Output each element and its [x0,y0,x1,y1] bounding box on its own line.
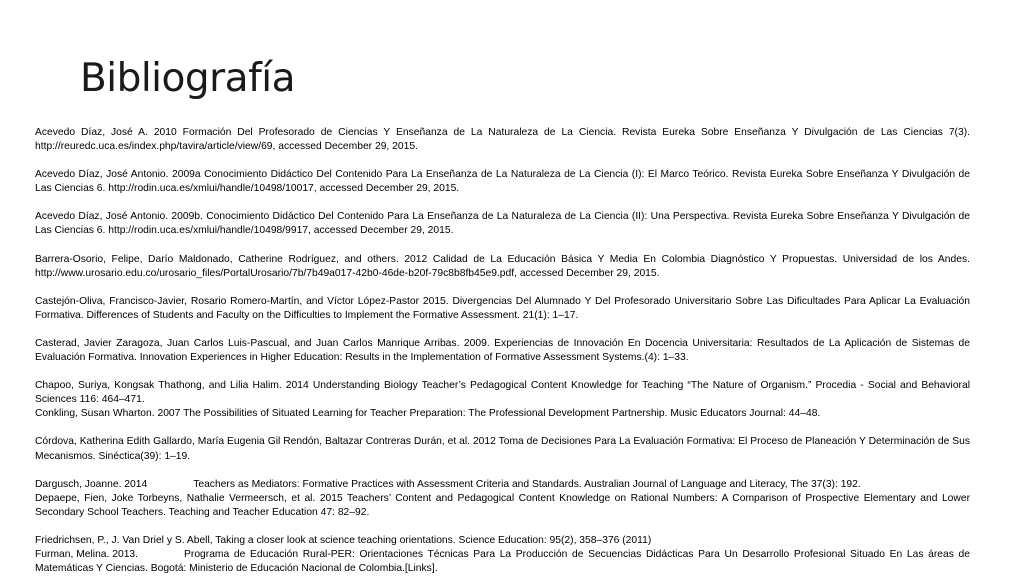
reference-lead: Furman, Melina. 2013. [35,548,139,560]
reference-text: Programa de Educación Rural-PER: Orientaciones Técnicas Para La Producción de Secuencias Didácticas Para Un Desarrollo Profesional Situado En Las áreas de Matemáticas Y Ciencias. Bogotá: Ministerio de Educación Nacional de Colombia.[Links]. [35,548,970,575]
reference-item [35,478,970,492]
reference-text: Acevedo Díaz, José A. 2010 Formación Del Profesorado de Ciencias Y Enseñanza de La Naturaleza de La Ciencia. Revista Eureka Sobre Enseñanza Y Divulgación de Las Ciencias 7(3). http://reuredc.uca.es/index.php/tavira/article/view/69, accessed December 29, 2015. [35,127,970,153]
reference-text: Castejón-Oliva, Francisco-Javier, Rosario Romero-Martín, and Víctor López-Pastor 2015. Divergencias Del Alumnado Y Del Profesorado Universitario Sobre Las Dificultades Para Aplicar La Evaluación Formativa. Differences of Students and Faculty on the Difficulties to Implement the Formative Assessment. 21(1): 1–17. [35,295,970,321]
reference-text: Acevedo Díaz, José Antonio. 2009a Conocimiento Didáctico Del Contenido Para La Enseñanza de La Naturaleza de La Ciencia (I): El Marco Teórico. Revista Eureka Sobre Enseñanza Y Divulgación de Las Ciencias 6. http://rodin.uca.es/xmlui/handle/10498/10017, accessed December 29, 2015. [35,169,970,195]
reference-text: Acevedo Díaz, José Antonio. 2009b. Conocimiento Didáctico Del Contenido Para La Enseñanza de La Naturaleza de La Ciencia (II): Una Perspectiva. Revista Eureka Sobre Enseñanza Y Divulgación de Las Ciencias 6. http://rodin.uca.es/xmlui/handle/10498/9917, accessed December 29, 2015. [35,211,970,237]
slide-title: Bibliografía [80,56,296,101]
reference-item [35,168,970,196]
reference-text: Friedrichsen, P., J. Van Driel y S. Abell, Taking a closer look at science teaching orientations. Science Education: 95(2), 358–376 (2011) [35,534,652,546]
reference-text: Chapoo, Suriya, Kongsak Thathong, and Lilia Halim. 2014 Understanding Biology Teacher’s Pedagogical Content Knowledge for Teaching “The Nature of Organism.” Procedia - Social and Behavioral Sciences 116: 464–471. [35,380,970,406]
reference-item [35,492,970,520]
reference-item [35,407,970,421]
reference-text: Conkling, Susan Wharton. 2007 The Possibilities of Situated Learning for Teacher Preparation: The Professional Development Partnership. Music Educators Journal: 44–48. [35,408,821,420]
reference-item [35,295,970,323]
reference-item [35,435,970,463]
reference-item [35,337,970,365]
reference-item [35,126,970,154]
reference-text: Teachers as Mediators: Formative Practices with Assessment Criteria and Standards. Australian Journal of Language and Literacy, The 37(3): 192. [193,478,861,490]
reference-text: Casterad, Javier Zaragoza, Juan Carlos Luis-Pascual, and Juan Carlos Manrique Arribas. 2009. Experiencias de Innovación En Docencia Universitaria: Resultados de La Aplicación de Sistemas de Evaluación Formativa. Innovation Experiences in Higher Education: Results in the Implementation of Formative Assessment Systems.(4): 1–33. [35,337,970,364]
reference-item [35,253,970,281]
reference-item [35,379,970,407]
reference-lead: Dargusch, Joanne. 2014 [35,478,148,490]
reference-item [35,534,970,548]
reference-item [35,548,970,576]
reference-list [35,126,970,576]
reference-text: Barrera-Osorio, Felipe, Darío Maldonado, Catherine Rodríguez, and others. 2012 Calidad de La Educación Básica Y Media En Colombia Diagnóstico Y Propuestas. Universidad de los Andes. http://www.urosario.edu.co/urosario_files/PortalUrosario/7b/7b49a017-42b0-46de-b20f-79c8b8fb45e9.pdf, accessed December 29, 2015. [35,253,970,279]
reference-text: Depaepe, Fien, Joke Torbeyns, Nathalie Vermeersch, et al. 2015 Teachers’ Content and Pedagogical Content Knowledge on Rational Numbers: A Comparison of Prospective Elementary and Lower Secondary School Teachers. Teaching and Teacher Education 47: 82–92. [35,492,970,518]
reference-item [35,210,970,238]
reference-text: Córdova, Katherina Edith Gallardo, María Eugenia Gil Rendón, Baltazar Contreras Durán, et al. 2012 Toma de Decisiones Para La Evaluación Formativa: El Proceso de Planeación Y Determinación de Sus Mecanismos. Sinéctica(39): 1–19. [35,436,970,462]
